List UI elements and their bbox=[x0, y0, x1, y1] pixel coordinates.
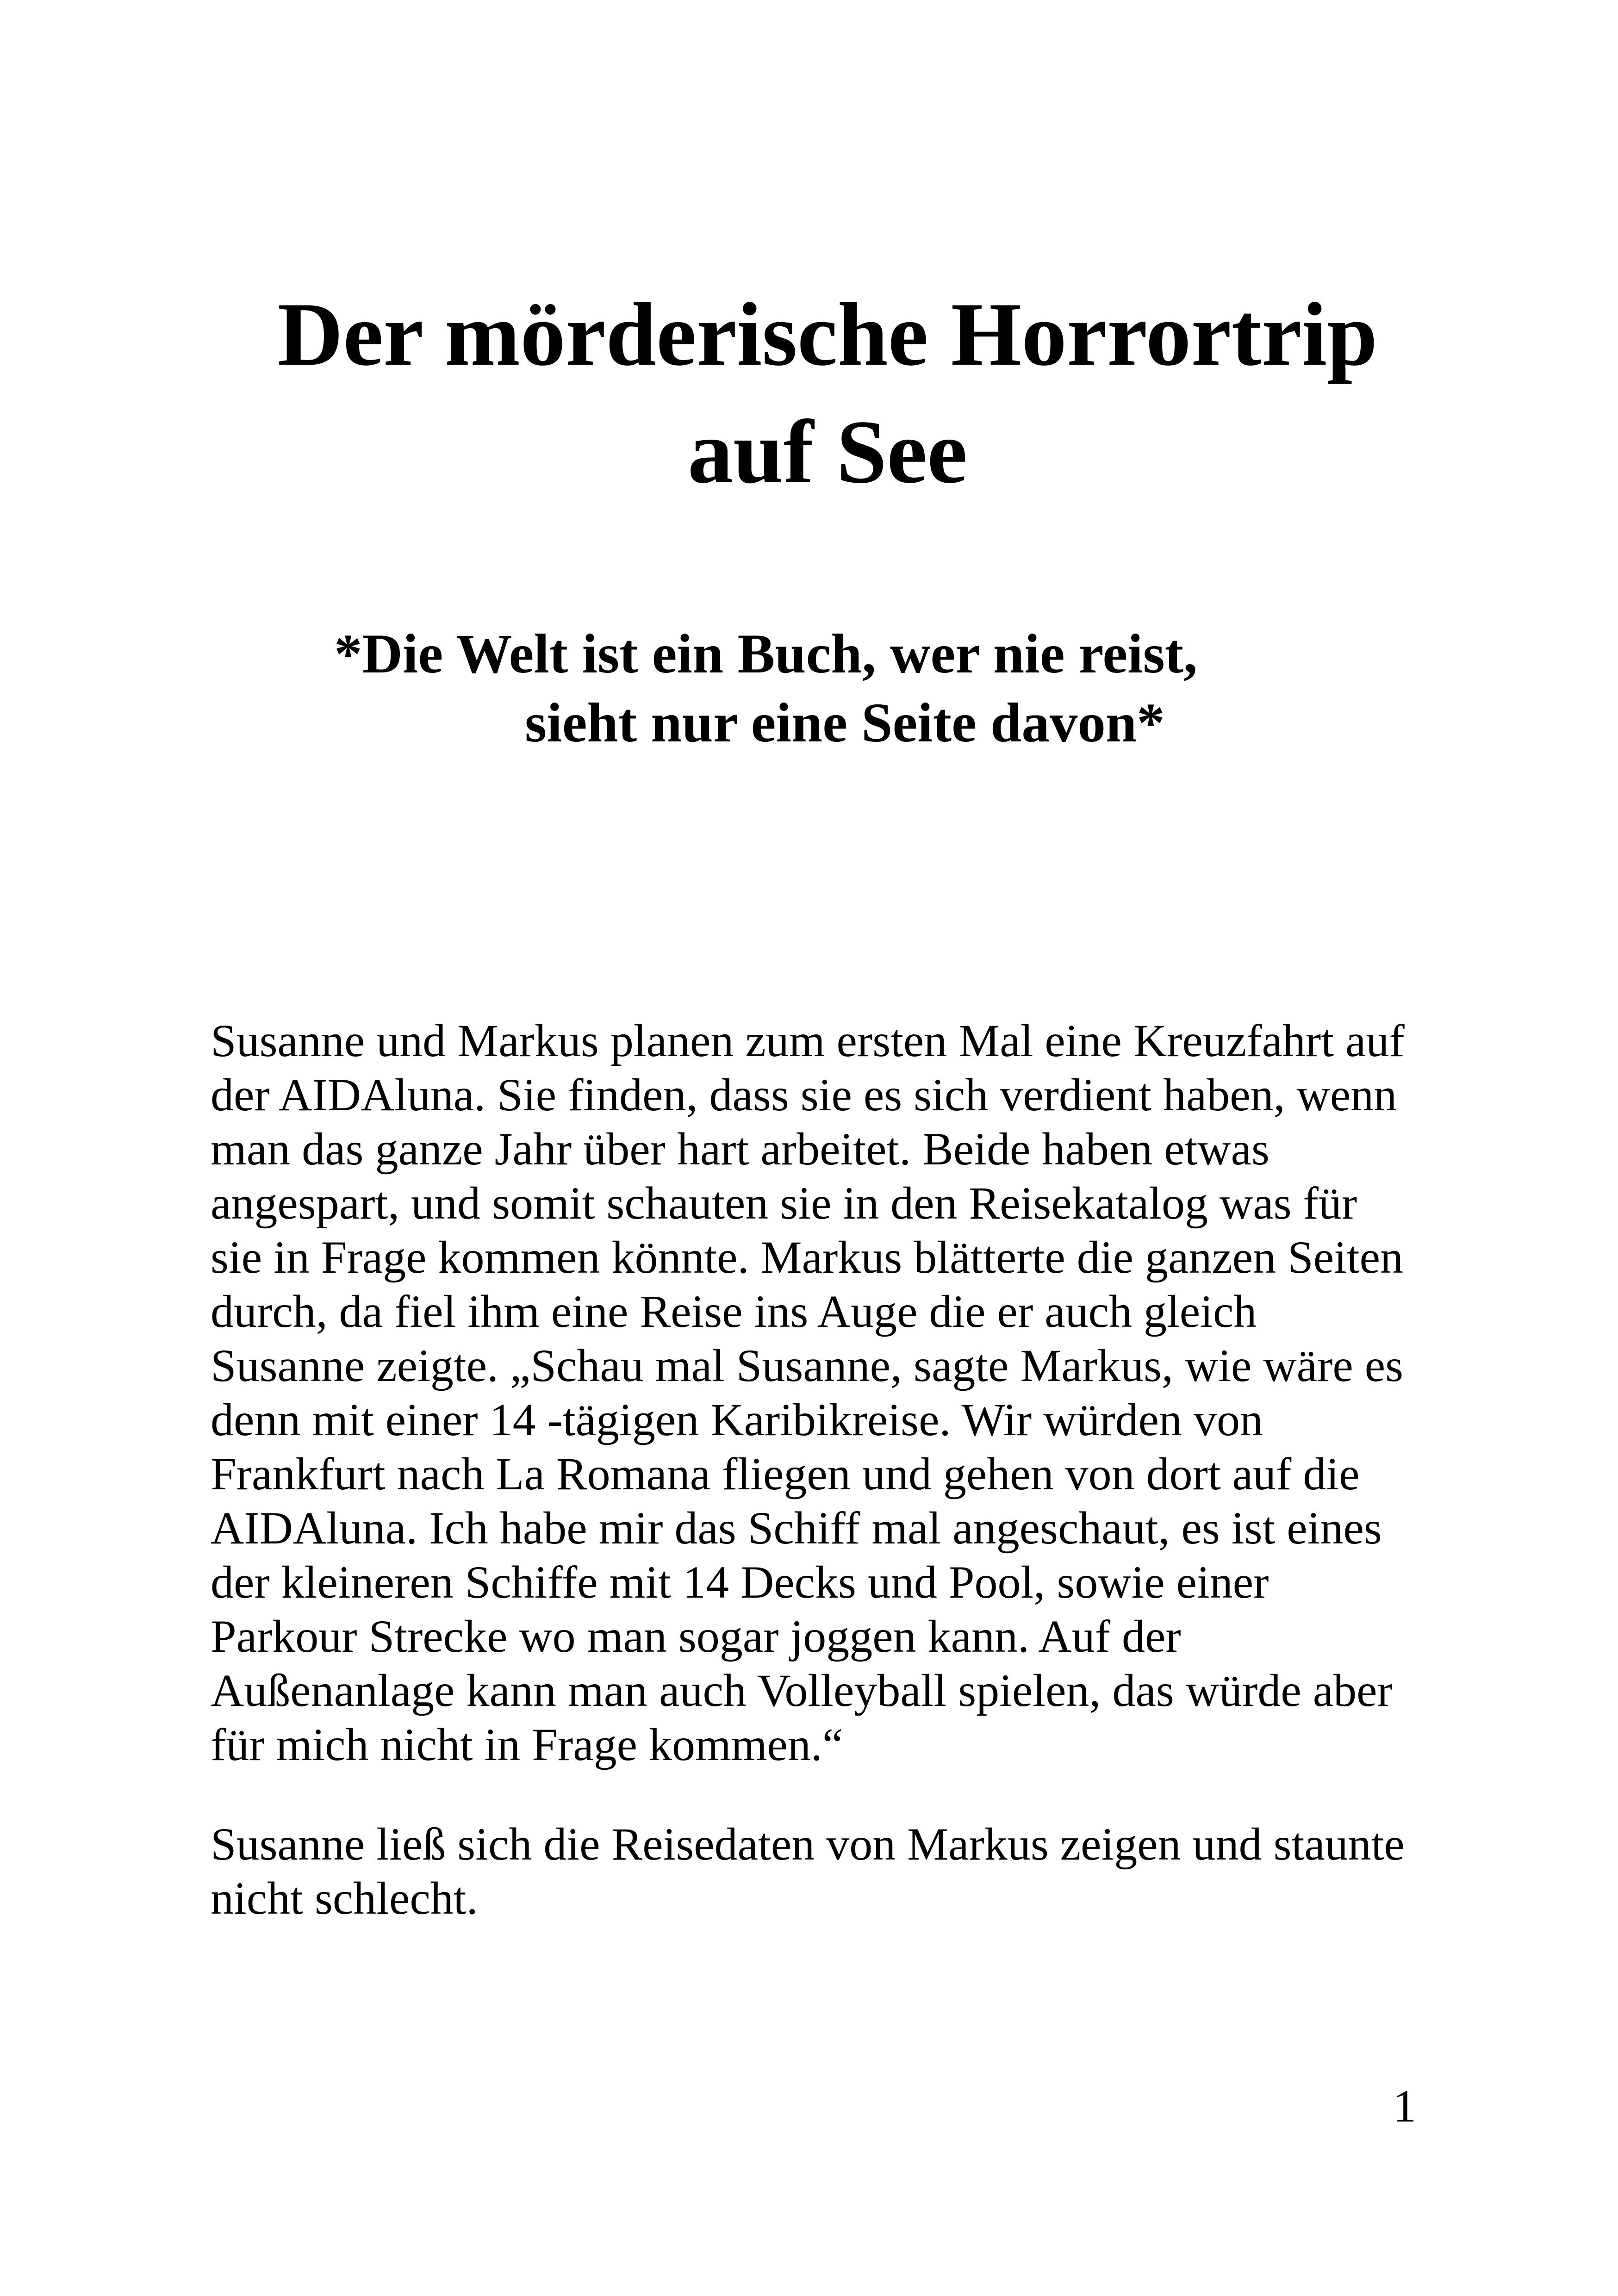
text-line: sie in Frage kommen könnte. Markus blätterte die ganzen Seiten bbox=[211, 1232, 1404, 1283]
page-number: 1 bbox=[1393, 2080, 1416, 2132]
motto-line-2: sieht nur eine Seite davon* bbox=[525, 692, 1165, 754]
text-line: Parkour Strecke wo man sogar joggen kann. Auf der bbox=[211, 1611, 1181, 1662]
text-line: der AIDAluna. Sie finden, dass sie es sich verdient haben, wenn bbox=[211, 1069, 1397, 1120]
text-line: Susanne ließ sich die Reisedaten von Markus zeigen und staunte bbox=[211, 1818, 1405, 1870]
text-line: denn mit einer 14 -tägigen Karibikreise. Wir würden von bbox=[211, 1394, 1263, 1445]
motto-line-1: *Die Welt ist ein Buch, wer nie reist, bbox=[334, 623, 1198, 685]
text-line: Außenanlage kann man auch Volleyball spielen, das würde aber bbox=[211, 1665, 1393, 1716]
text-line: Susanne und Markus planen zum ersten Mal eine Kreuzfahrt auf bbox=[211, 1015, 1405, 1066]
book-title-line-2: auf See bbox=[687, 402, 968, 502]
text-line: angespart, und somit schauten sie in den Reisekatalog was für bbox=[211, 1177, 1357, 1229]
paragraph-2 bbox=[211, 1817, 1437, 1925]
text-line: AIDAluna. Ich habe mir das Schiff mal angeschaut, es ist eines bbox=[211, 1502, 1382, 1554]
text-line: Susanne zeigte. „Schau mal Susanne, sagte Markus, wie wäre es bbox=[211, 1340, 1404, 1391]
text-line: Frankfurt nach La Romana fliegen und gehen von dort auf die bbox=[211, 1448, 1360, 1500]
text-line: man das ganze Jahr über hart arbeitet. Beide haben etwas bbox=[211, 1123, 1270, 1175]
book-title-line-1: Der mörderische Horrortrip bbox=[277, 284, 1378, 385]
text-line: der kleineren Schiffe mit 14 Decks und Pool, sowie einer bbox=[211, 1556, 1269, 1608]
text-line: nicht schlecht. bbox=[211, 1873, 478, 1924]
text-line: für mich nicht in Frage kommen.“ bbox=[211, 1719, 843, 1770]
paragraph-1 bbox=[211, 1014, 1437, 1772]
text-line: durch, da fiel ihm eine Reise ins Auge die er auch gleich bbox=[211, 1286, 1257, 1337]
